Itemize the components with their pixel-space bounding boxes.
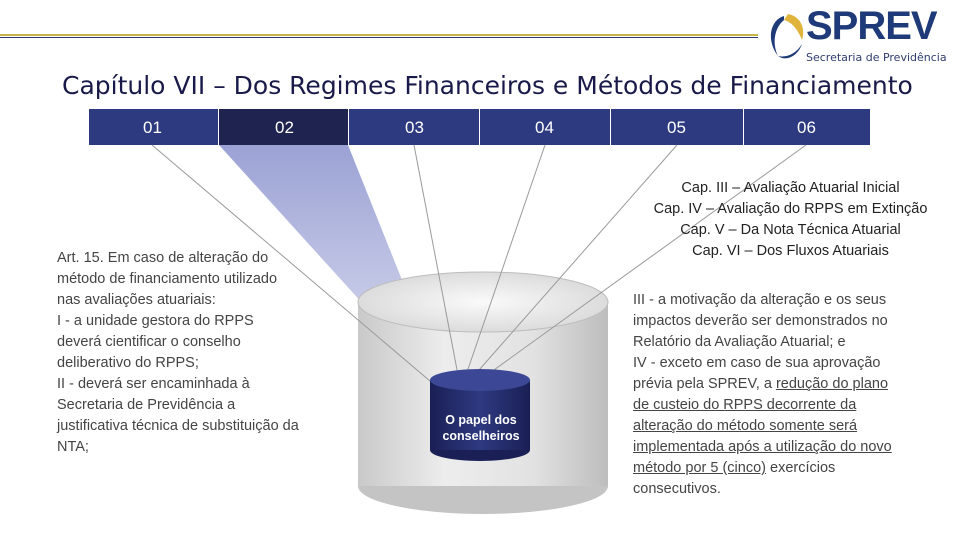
chapter-item: Cap. V – Da Nota Técnica Atuarial	[680, 222, 901, 238]
chapter-item: Cap. III – Avaliação Atuarial Inicial	[681, 180, 900, 196]
tab-04-label: 04	[535, 118, 554, 137]
tab-03-label: 03	[405, 118, 424, 137]
tab-02-label: 02	[275, 118, 294, 137]
brand-name: SPREV	[806, 4, 937, 48]
chapters-list	[628, 178, 953, 262]
article-15-text: Art. 15. Em caso de alteração do método de financiamento utilizado nas avaliações atuariais: I - a unidade gestora do RPPS deverá cientificar o conselho deliberativo do RPPS; II - deverá ser encaminhada à Secretaria de Previdência a justificativa técnica de substituição da NTA;	[57, 250, 299, 455]
center-label: O papel dos conselheiros	[442, 413, 520, 443]
brand-subtitle: Secretaria de Previdência	[806, 51, 947, 64]
tab-05-label: 05	[667, 118, 686, 137]
slide-title: Capítulo VII – Dos Regimes Financeiros e Métodos de Financiamento	[62, 71, 913, 100]
tab-01-label: 01	[143, 118, 162, 137]
chapter-item: Cap. VI – Dos Fluxos Atuariais	[692, 243, 889, 259]
cylinder-top	[358, 272, 608, 332]
tab-06-label: 06	[797, 118, 816, 137]
chapter-item: Cap. IV – Avaliação do RPPS em Extinção	[653, 201, 928, 217]
article-items-text: III - a motivação da alteração e os seus impactos deverão ser demonstrados no Relatório da Avaliação Atuarial; e IV - exceto em caso de sua aprovação prévia pela SPREV, a redução do plano de custeio do RPPS decorrente da alteração do método somente será implementada após a utilização do novo método por 5 (cinco) exercícios consecutivos.	[633, 292, 892, 497]
inner-cylinder-top	[430, 369, 530, 391]
